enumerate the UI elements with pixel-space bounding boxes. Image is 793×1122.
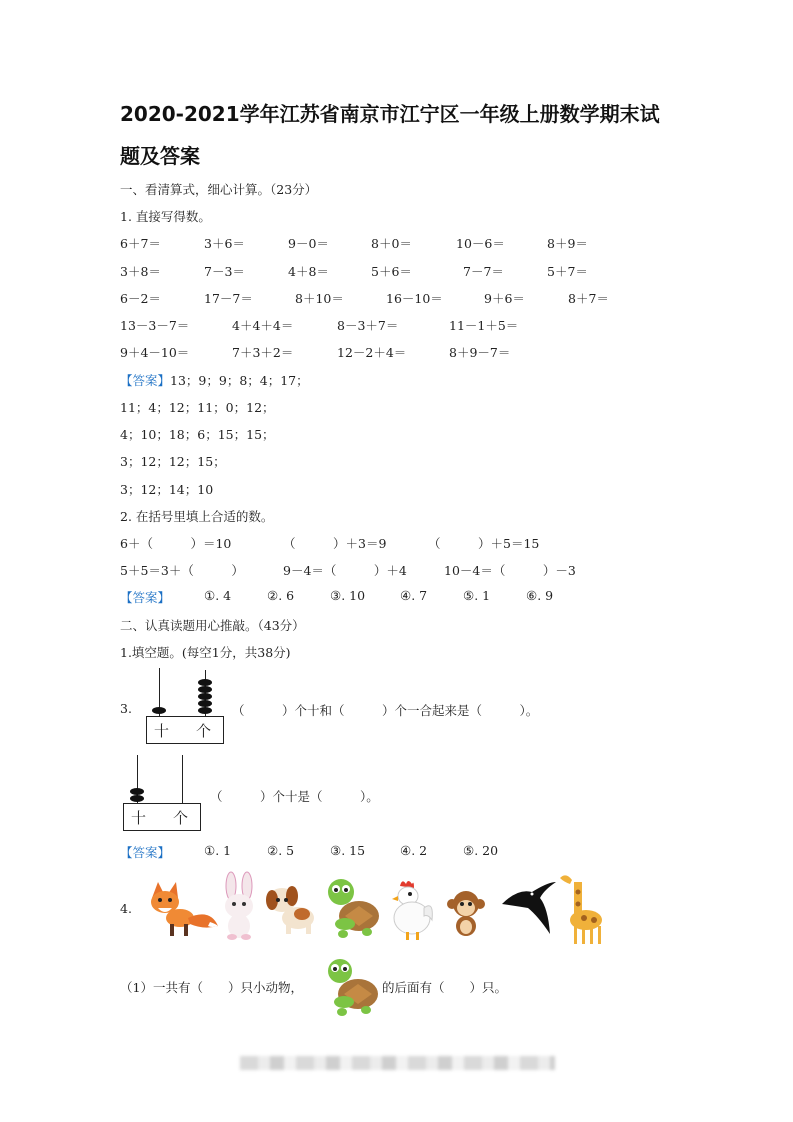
answer-item: ②. 6 [267,588,295,603]
page-title-line2: 题及答案 [120,144,200,168]
calc-item: 6＋7＝ [120,236,161,251]
blurred-footer [240,1056,555,1070]
abacus-rod-ones [182,755,183,805]
calc-item: 7－7＝ [463,264,504,279]
answer-item: ③. 15 [330,843,366,858]
calc-item: 9－0＝ [288,236,329,251]
answer-item: ④. 2 [400,843,428,858]
calc-item: 7－3＝ [204,264,245,279]
answer-tag: 【答案】 [120,373,171,388]
answer-line: 3；12；12；15； [120,454,226,469]
calc-item: 4＋8＝ [288,264,329,279]
abacus-bead [130,795,144,802]
abacus-bead [152,707,166,714]
fill-blank-item: （ ）＋5＝15 [428,536,540,551]
page-title-line1: 2020-2021学年江苏省南京市江宁区一年级上册数学期末试 [120,102,660,126]
calc-item: 5＋6＝ [371,264,412,279]
section2-heading: 二、认真读题用心推敲。（43分） [120,618,305,633]
abacus-ones-label: 个 [196,722,212,740]
abacus-ones-label: 个 [173,809,189,827]
abacus-base [146,716,224,744]
abacus-bead [198,693,212,700]
answer-line: 11；4；12；11；0；12； [120,400,275,415]
q4-sub1-text-b: 的后面有（ ）只。 [382,980,508,995]
answer-text: 13；9；9；8；4；17； [170,373,309,388]
calc-item: 16－10＝ [386,291,443,306]
q3-text-1: （ ）个十和（ ）个一合起来是（ ）。 [232,703,539,718]
fox-image [144,878,220,940]
calc-item: 8＋7＝ [568,291,609,306]
answer-tag: 【答案】 [120,590,171,605]
calc-item: 5＋7＝ [547,264,588,279]
rabbit-image [218,872,260,942]
calc-item: 4＋4＋4＝ [232,318,294,333]
q3-text-2: （ ）个十是（ ）。 [210,789,379,804]
abacus-tens-label: 十 [154,722,170,740]
section1-heading: 一、看清算式，细心计算。（23分） [120,182,318,197]
abacus-bead [198,700,212,707]
calc-item: 8＋9－7＝ [449,345,511,360]
q4-sub1-text-a: （1）一共有（ ）只小动物， [120,980,303,995]
abacus-bead [198,707,212,714]
section2-q1-label: 1.填空题。(每空1分，共38分) [120,645,291,660]
calc-item: 8＋10＝ [295,291,344,306]
answer-item: ⑤. 1 [463,588,491,603]
q1-label: 1. 直接写得数。 [120,209,211,224]
answer-line: 4；10；18；6；15；15； [120,427,275,442]
calc-item: 10－6＝ [456,236,505,251]
answer-item: ①. 1 [204,843,232,858]
calc-item: 13－3－7＝ [120,318,190,333]
q2-answer-line [120,588,170,606]
turtle-inline-image [322,956,382,1018]
answer-item: ④. 7 [400,588,428,603]
turtle-image [323,876,383,940]
calc-item: 17－7＝ [204,291,253,306]
abacus-bead [198,679,212,686]
giraffe-image [556,872,606,946]
swallow-image [498,878,558,940]
rooster-image [386,878,436,942]
answer-item: ③. 10 [330,588,366,603]
answer-item: ⑥. 9 [526,588,554,603]
calc-item: 12－2＋4＝ [337,345,407,360]
calc-item: 8－3＋7＝ [337,318,399,333]
q3-answer-line [120,843,170,861]
calc-item: 8＋9＝ [547,236,588,251]
answer-item: ①. 4 [204,588,232,603]
fill-blank-item: 5＋5＝3＋（ ） [120,563,244,578]
abacus-bead [198,686,212,693]
puppy-image [264,882,320,938]
calc-item: 7＋3＋2＝ [232,345,294,360]
calc-item: 9＋6＝ [484,291,525,306]
fill-blank-item: 10－4＝（ ）－3 [444,563,576,578]
calc-item: 9＋4－10＝ [120,345,190,360]
answer-tag: 【答案】 [120,845,171,860]
abacus-base [123,803,201,831]
calc-item: 11－1＋5＝ [449,318,519,333]
fill-blank-item: 6＋（ ）＝10 [120,536,232,551]
abacus-tens-label: 十 [131,809,147,827]
answer-line [120,371,309,389]
calc-item: 3＋6＝ [204,236,245,251]
monkey-image [446,888,486,938]
answer-item: ②. 5 [267,843,295,858]
q3-number: 3. [120,701,132,716]
calc-item: 8＋0＝ [371,236,412,251]
calc-item: 6－2＝ [120,291,161,306]
fill-blank-item: （ ）＋3＝9 [283,536,387,551]
q2-label: 2. 在括号里填上合适的数。 [120,509,274,524]
abacus-bead [130,788,144,795]
calc-item: 3＋8＝ [120,264,161,279]
fill-blank-item: 9－4＝（ ）＋4 [283,563,407,578]
q4-number: 4. [120,901,132,916]
answer-item: ⑤. 20 [463,843,499,858]
answer-line: 3；12；14；10 [120,482,214,497]
